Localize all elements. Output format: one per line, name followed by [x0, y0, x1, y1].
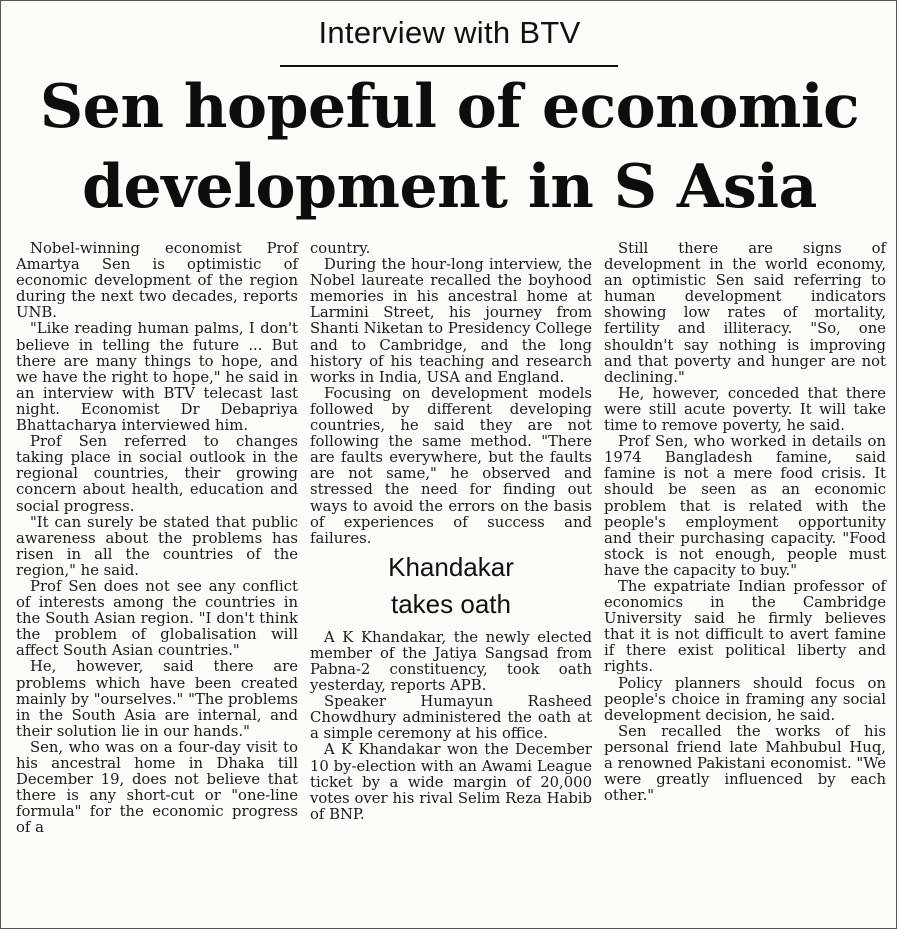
paragraph: "It can surely be stated that public awareness about the problems has risen in all the countries of the region," he said. — [16, 513, 298, 579]
paragraph: A K Khandakar, the newly elected member of the Jatiya Sangsad from Pabna-2 constituency, took oath yesterday, reports APB. — [310, 628, 592, 695]
paragraph: Prof Sen, who worked in details on 1974 Bangladesh famine, said famine is not a mere food crisis. It should be seen as an economic problem that is related with the people's employment opportunity and their purchasing capacity. "Food stock is not enough, people must have the capacity to buy." — [604, 433, 886, 579]
paragraph: Speaker Humayun Rasheed Chowdhury administered the oath at a simple ceremony at his office. — [310, 693, 592, 743]
column-3 — [604, 241, 886, 804]
paragraph: "Like reading human palms, I don't believe in telling the future ... But there are many things to hope, and we have the right to hope," he said in an interview with BTV telecast last night. Economist Dr Debapriya Bhattacharya interviewed him. — [16, 320, 298, 435]
paragraph: country. — [310, 240, 371, 257]
second-headline-line-2: takes oath — [391, 588, 511, 619]
paragraph: Prof Sen referred to changes taking place in social outlook in the regional countries, their growing concern about health, education and social progress. — [16, 433, 298, 515]
paragraph: A K Khandakar won the December 10 by-election with an Awami League ticket by a wide margin of 20,000 votes over his rival Selim Reza Habib of BNP. — [310, 741, 592, 823]
headline-line-2: development in S Asia — [82, 152, 817, 222]
paragraph: Focusing on development models followed by different developing countries, he said they are not following the same method. "There are faults everywhere, but the faults are not same," he observed and stressed the need for finding out ways to avoid the errors on the basis of experiences of success and failures. — [310, 384, 592, 547]
paragraph: Policy planners should focus on people's choice in framing any social development decision, he said. — [604, 674, 886, 724]
paragraph: During the hour-long interview, the Nobel laureate recalled the boyhood memories in his ancestral home at Larmini Street, his journey from Shanti Niketan to Presidency College and to Cambridge, and the long history of his teaching and research works in India, USA and England. — [310, 256, 592, 386]
paragraph: Still there are signs of development in the world economy, an optimistic Sen said referring to human development indicators showing low rates of mortality, fertility and illiteracy. "So, one shouldn't say nothing is improving and that poverty and hunger are not declining." — [604, 240, 886, 386]
kicker: Interview with BTV — [318, 15, 581, 50]
column-2 — [310, 241, 592, 823]
paragraph: Sen recalled the works of his personal friend late Mahbubul Huq, a renowned Pakistani economist. "We were greatly influenced by each other." — [604, 722, 886, 805]
second-story-headline — [310, 549, 592, 623]
paragraph: He, however, conceded that there were still acute poverty. It will take time to remove poverty, he said. — [604, 384, 886, 435]
paragraph: He, however, said there are problems which have been created mainly by "ourselves." "The problems in the South Asia are internal, and their solution lie in our hands." — [16, 658, 298, 740]
headline-line-1: Sen hopeful of economic — [39, 72, 860, 142]
paragraph: Sen, who was on a four-day visit to his ancestral home in Dhaka till December 19, does not believe that there is any short-cut or "one-line formula" for the economic progress of a — [16, 738, 298, 837]
second-headline-line-1: Khandakar — [388, 551, 514, 582]
column-1 — [16, 241, 298, 836]
paragraph: Nobel-winning economist Prof Amartya Sen is optimistic of economic development of the region during the next two decades, reports UNB. — [16, 240, 298, 322]
headline — [13, 67, 886, 227]
paragraph: The expatriate Indian professor of economics in the Cambridge University said he firmly believes that it is not difficult to avert famine if there exist political liberty and rights. — [604, 577, 886, 676]
paragraph: Prof Sen does not see any conflict of interests among the countries in the South Asian region. "I don't think the problem of globalisation will affect South Asian countries." — [16, 577, 298, 660]
